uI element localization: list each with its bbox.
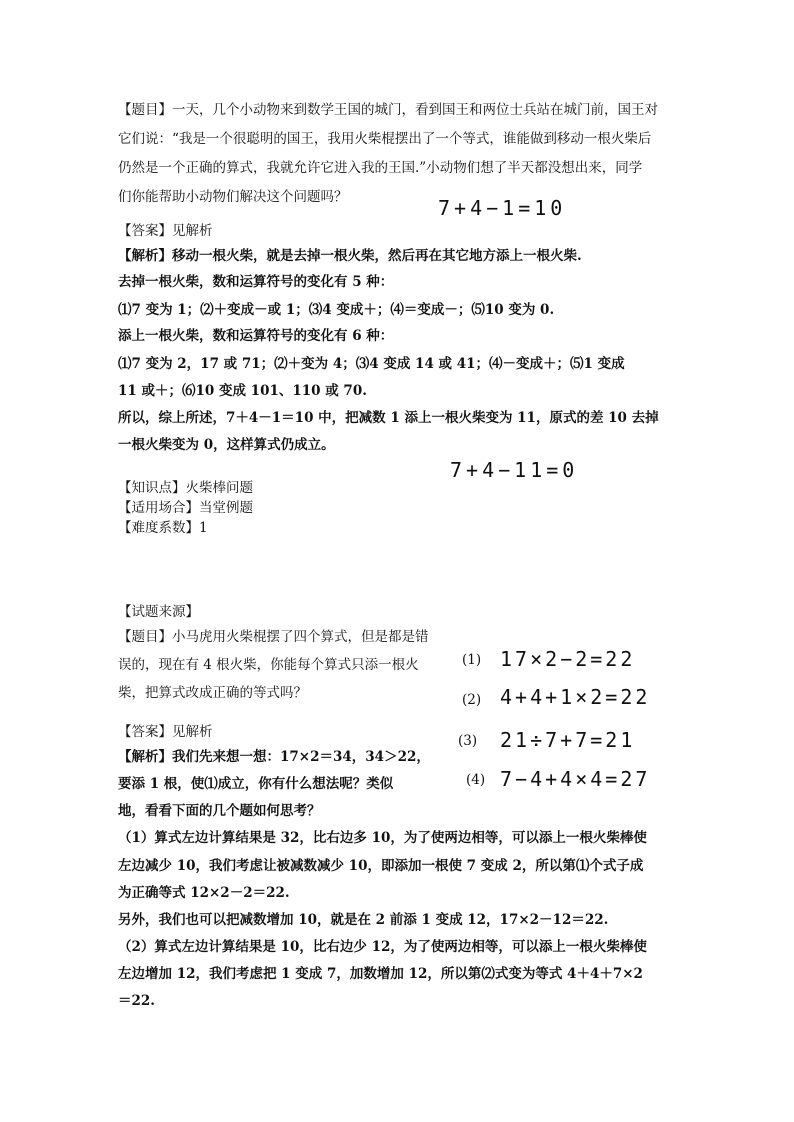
q1-analysis-line-3: ⑴7 变为 1；⑵＋变成－或 1；⑶4 变成＋；⑷＝变成－；⑸10 变为 0.	[118, 302, 555, 318]
q2-source: 【试题来源】	[118, 604, 199, 620]
q1-analysis-line-6: 11 或＋；⑹10 变成 101、110 或 70.	[118, 383, 367, 399]
q1-matchstick-figure-2: 7+4−11=0	[450, 458, 579, 482]
q1-stem-line-3: 仍然是一个正确的算式，我就允许它进入我的王国.”小动物们想了半天都没想出来，同学	[118, 160, 643, 176]
q2-equation-2-label: (2)	[462, 692, 482, 708]
q2-analysis-line-3: 地，看看下面的几个题如何思考？	[118, 803, 321, 819]
q1-analysis-line-1: 【解析】移动一根火柴，就是去掉一根火柴，然后再在其它地方添上一根火柴.	[118, 248, 582, 264]
q1-analysis-line-7: 所以，综上所述，7＋4－1＝10 中，把减数 1 添上一根火柴变为 11，原式的差 10 去掉	[118, 410, 659, 426]
q2-equation-1: 17×2−2=22	[500, 647, 636, 671]
q1-difficulty: 【难度系数】1	[118, 520, 208, 536]
q1-knowledge-point: 【知识点】火柴棒问题	[118, 480, 253, 496]
q2-analysis-line-2: 要添 1 根，使⑴成立，你有什么想法呢？类似	[118, 776, 394, 792]
q1-stem-line-4: 们你能帮助小动物们解决这个问题吗？	[118, 189, 348, 205]
q2-stem-line-3: 柴，把算式改成正确的等式吗？	[118, 685, 307, 701]
q1-matchstick-figure-1: 7+4−1=10	[438, 196, 567, 220]
q2-analysis-line-9: 左边增加 12，我们考虑把 1 变成 7，加数增加 12，所以第⑵式变为等式 4＋4＋7×2	[118, 966, 643, 982]
q2-analysis-line-8: （2）算式左边计算结果是 10，比右边少 12，为了使两边相等，可以添上一根火柴棒使	[118, 939, 647, 955]
q2-stem-line-1: 【题目】小马虎用火柴棍摆了四个算式，但是都是错	[118, 629, 429, 645]
q1-answer: 【答案】见解析	[118, 223, 213, 239]
q2-analysis-line-7: 另外，我们也可以把减数增加 10，就是在 2 前添 1 变成 12，17×2－12＝22.	[118, 912, 609, 928]
q2-stem-line-2: 误的，现在有 4 根火柴，你能每个算式只添一根火	[118, 657, 419, 673]
q1-stem-line-2: 它们说：“我是一个很聪明的国王，我用火柴棍摆出了一个等式，谁能做到移动一根火柴后	[118, 131, 652, 147]
q2-equation-3: 21÷7+7=21	[500, 728, 636, 752]
q2-equation-2: 4+4+1×2=22	[500, 685, 651, 709]
q2-answer: 【答案】见解析	[118, 724, 213, 740]
q2-analysis-line-1: 【解析】我们先来想一想：17×2＝34，34＞22，	[118, 749, 430, 765]
q2-analysis-line-5: 左边减少 10，我们考虑让被减数减少 10，即添加一根使 7 变成 2，所以第⑴个式子成	[118, 858, 644, 874]
q1-usage: 【适用场合】当堂例题	[118, 500, 253, 516]
q2-analysis-line-10: ＝22.	[118, 993, 155, 1009]
q2-equation-1-label: (1)	[462, 652, 482, 668]
q1-analysis-line-8: 一根火柴变为 0，这样算式仍成立。	[118, 437, 335, 453]
q2-analysis-line-4: （1）算式左边计算结果是 32，比右边多 10，为了使两边相等，可以添上一根火柴棒使	[118, 830, 647, 846]
q2-equation-4-label: (4)	[466, 772, 486, 788]
q1-analysis-line-2: 去掉一根火柴，数和运算符号的变化有 5 种：	[118, 274, 394, 290]
q2-equation-4: 7−4+4×4=27	[500, 767, 651, 791]
q1-stem-line-1: 【题目】一天，几个小动物来到数学王国的城门，看到国王和两位士兵站在城门前，国王对	[118, 102, 658, 118]
q1-analysis-line-4: 添上一根火柴，数和运算符号的变化有 6 种：	[118, 328, 394, 344]
q1-analysis-line-5: ⑴7 变为 2，17 或 71；⑵＋变为 4；⑶4 变成 14 或 41；⑷－变成＋；⑸1 变成	[118, 356, 625, 372]
q2-analysis-line-6: 为正确等式 12×2－2＝22.	[118, 885, 290, 901]
q2-equation-3-label: (3)	[458, 733, 478, 749]
